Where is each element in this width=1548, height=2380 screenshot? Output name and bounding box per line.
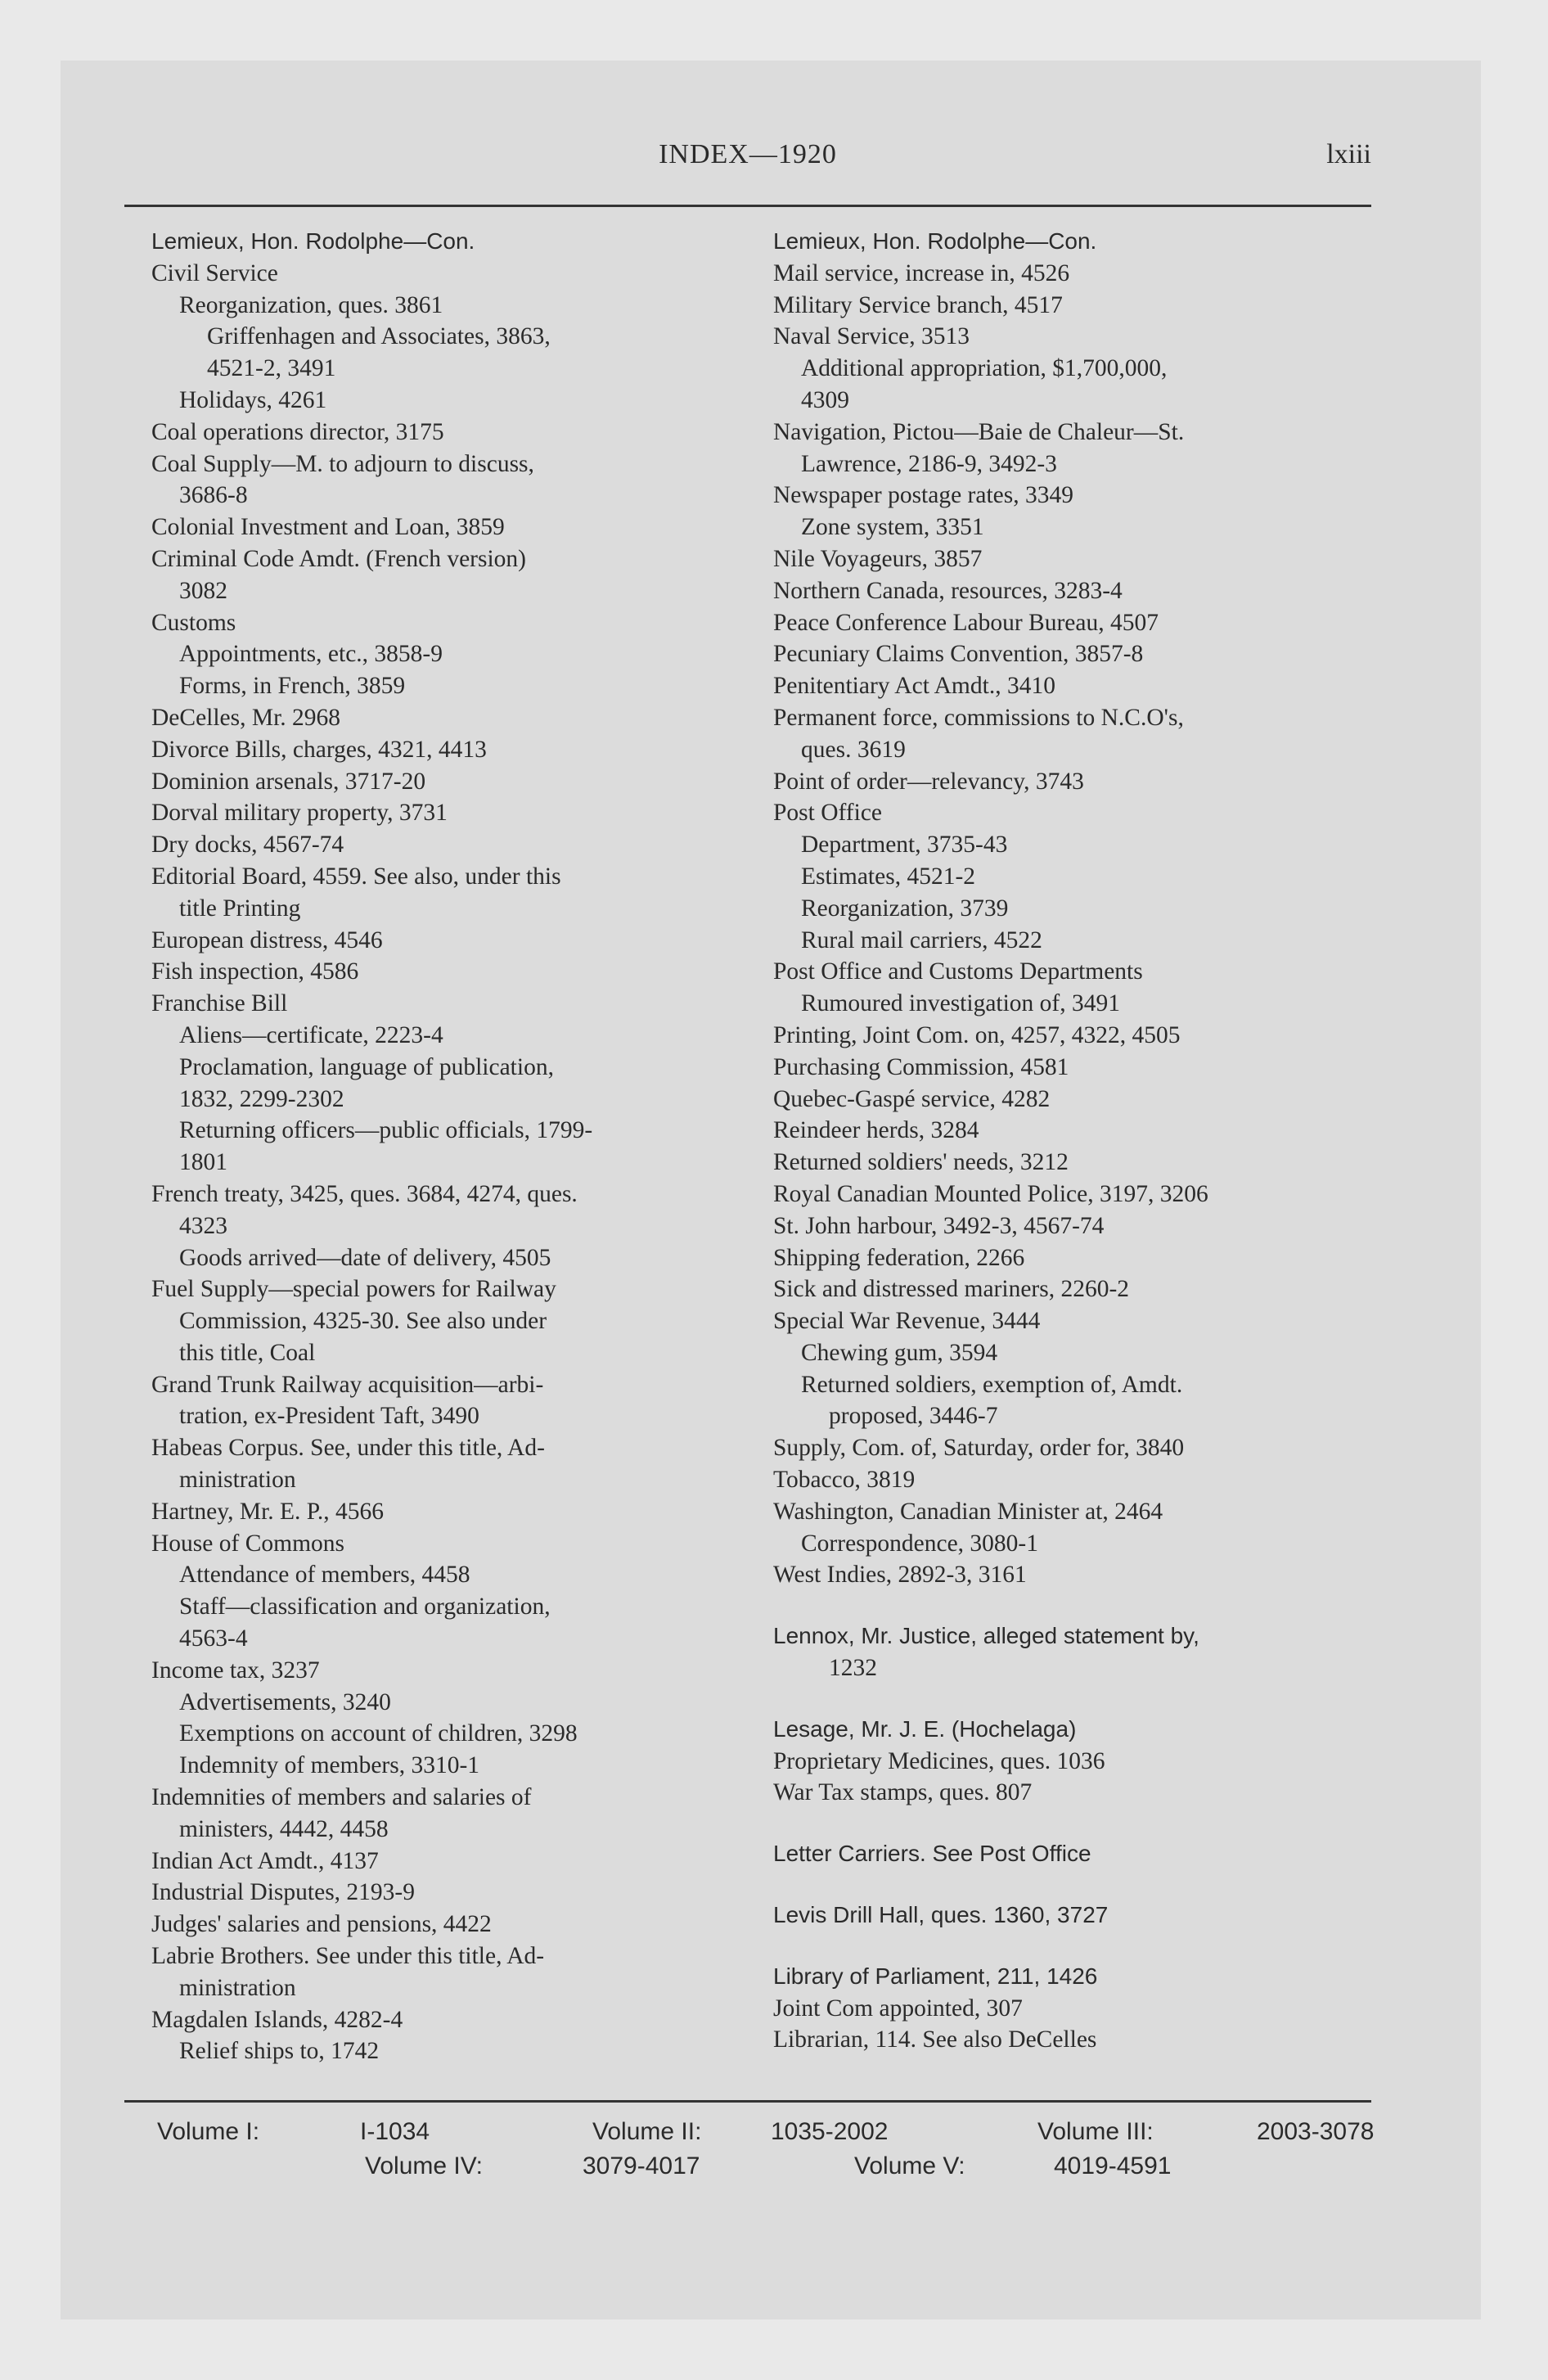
index-entry: Purchasing Commission, 4581: [773, 1053, 1069, 1080]
index-entry: Supply, Com. of, Saturday, order for, 3840: [773, 1435, 1185, 1462]
index-entry: Industrial Disputes, 2193-9: [151, 1879, 416, 1906]
index-heading: Levis Drill Hall, ques. 1360, 3727: [773, 1902, 1109, 1928]
index-entry: Military Service branch, 4517: [773, 291, 1063, 318]
index-entry: Commission, 4325-30. See also under: [179, 1308, 547, 1335]
index-entry: Joint Com appointed, 307: [773, 1995, 1023, 2022]
volume-5-label: Volume V:: [854, 2152, 965, 2179]
index-entry: 3686-8: [179, 482, 248, 509]
index-entry: Point of order—relevancy, 3743: [773, 768, 1084, 795]
index-entry: Rumoured investigation of, 3491: [801, 990, 1121, 1017]
index-entry: Griffenhagen and Associates, 3863,: [207, 323, 551, 350]
header-rule: [124, 205, 1371, 207]
index-entry: Colonial Investment and Loan, 3859: [151, 514, 505, 541]
index-entry: Fuel Supply—special powers for Railway: [151, 1276, 556, 1303]
footer-rule: [124, 2100, 1371, 2103]
running-title: INDEX—1920: [659, 139, 837, 169]
index-entry: ministers, 4442, 4458: [179, 1815, 389, 1842]
index-entry: Civil Service: [151, 259, 278, 286]
index-entry: Forms, in French, 3859: [179, 673, 406, 700]
index-entry: Aliens—certificate, 2223-4: [179, 1021, 443, 1048]
entry-spacer: [773, 1809, 1384, 1838]
volume-2-range: 1035-2002: [771, 2118, 889, 2145]
index-entry: Coal operations director, 3175: [151, 418, 444, 445]
index-entry: Exemptions on account of children, 3298: [179, 1720, 578, 1747]
index-entry: this title, Coal: [179, 1339, 316, 1366]
index-entry: Indemnities of members and salaries of: [151, 1784, 532, 1811]
index-entry: ministration: [179, 1467, 296, 1494]
index-entry: Nile Voyageurs, 3857: [773, 545, 983, 572]
page-header: [124, 139, 1371, 188]
index-entry: Additional appropriation, $1,700,000,: [801, 355, 1168, 382]
entry-spacer: [773, 1870, 1384, 1900]
index-entry: Naval Service, 3513: [773, 323, 970, 350]
index-entry: ques. 3619: [801, 736, 906, 763]
index-entry: Fish inspection, 4586: [151, 958, 359, 985]
index-entry: Department, 3735-43: [801, 832, 1008, 859]
index-heading: Lemieux, Hon. Rodolphe—Con.: [151, 228, 475, 254]
volume-4-range: 3079-4017: [583, 2152, 700, 2179]
index-entry: Hartney, Mr. E. P., 4566: [151, 1498, 385, 1525]
index-entry: Permanent force, commissions to N.C.O's,: [773, 704, 1184, 731]
index-entry: Labrie Brothers. See under this title, Ad-: [151, 1943, 545, 1970]
index-entry: Franchise Bill: [151, 990, 288, 1017]
index-entry: Income tax, 3237: [151, 1657, 320, 1684]
index-entry: Chewing gum, 3594: [801, 1339, 998, 1366]
entry-spacer: [773, 1684, 1384, 1714]
volume-1-range: I-1034: [360, 2118, 430, 2145]
index-entry: Rural mail carriers, 4522: [801, 926, 1042, 953]
index-entry: Goods arrived—date of delivery, 4505: [179, 1244, 551, 1271]
index-entry: St. John harbour, 3492-3, 4567-74: [773, 1212, 1105, 1239]
index-entry: tration, ex-President Taft, 3490: [179, 1403, 479, 1430]
volume-5-range: 4019-4591: [1054, 2152, 1172, 2179]
volume-key-footer: [124, 2112, 1375, 2193]
entry-spacer: [773, 1931, 1384, 1961]
index-entry: War Tax stamps, ques. 807: [773, 1779, 1033, 1806]
index-entry: 4521-2, 3491: [207, 355, 336, 382]
index-heading: Library of Parliament, 211, 1426: [773, 1963, 1098, 1989]
index-entry: 1232: [829, 1655, 877, 1682]
index-entry: Holidays, 4261: [179, 386, 327, 413]
volume-2-label: Volume II:: [592, 2118, 702, 2145]
index-entry: Reindeer herds, 3284: [773, 1117, 979, 1144]
index-entry: Post Office: [773, 800, 883, 827]
index-entry: Dominion arsenals, 3717-20: [151, 768, 426, 795]
index-entry: Staff—classification and organization,: [179, 1593, 551, 1620]
index-entry: Advertisements, 3240: [179, 1688, 391, 1715]
index-entry: 1801: [179, 1149, 227, 1176]
index-entry: Grand Trunk Railway acquisition—arbi-: [151, 1371, 544, 1398]
index-heading: Lemieux, Hon. Rodolphe—Con.: [773, 228, 1097, 254]
index-entry: Returning officers—public officials, 1799-: [179, 1117, 593, 1144]
index-entry: Reorganization, ques. 3861: [179, 291, 443, 318]
index-entry: Washington, Canadian Minister at, 2464: [773, 1498, 1163, 1525]
index-entry: 4563-4: [179, 1625, 248, 1652]
entry-spacer: [773, 1591, 1384, 1620]
index-entry: Divorce Bills, charges, 4321, 4413: [151, 736, 487, 763]
index-entry: Royal Canadian Mounted Police, 3197, 3206: [773, 1180, 1208, 1207]
index-entry: ministration: [179, 1974, 296, 2001]
index-entry: Dry docks, 4567-74: [151, 832, 344, 859]
index-entry: Returned soldiers, exemption of, Amdt.: [801, 1371, 1183, 1398]
index-entry: Judges' salaries and pensions, 4422: [151, 1911, 492, 1938]
index-entry: Librarian, 114. See also DeCelles: [773, 2026, 1097, 2053]
index-entry: 4323: [179, 1212, 227, 1239]
index-entry: Returned soldiers' needs, 3212: [773, 1149, 1069, 1176]
index-entry: Indemnity of members, 3310-1: [179, 1752, 480, 1779]
index-entry: House of Commons: [151, 1530, 344, 1557]
index-entry: Pecuniary Claims Convention, 3857-8: [773, 641, 1144, 668]
index-entry: Lawrence, 2186-9, 3492-3: [801, 450, 1057, 477]
index-entry: Shipping federation, 2266: [773, 1244, 1025, 1271]
index-entry: Editorial Board, 4559. See also, under this: [151, 863, 561, 890]
index-entry: European distress, 4546: [151, 926, 383, 953]
index-entry: Magdalen Islands, 4282-4: [151, 2006, 403, 2033]
index-entry: Northern Canada, resources, 3283-4: [773, 577, 1123, 604]
index-entry: French treaty, 3425, ques. 3684, 4274, ques.: [151, 1180, 578, 1207]
index-entry: Post Office and Customs Departments: [773, 958, 1143, 985]
volume-3-label: Volume III:: [1037, 2118, 1154, 2145]
index-entry: 4309: [801, 386, 849, 413]
index-entry: Penitentiary Act Amdt., 3410: [773, 673, 1055, 700]
index-entry: Sick and distressed mariners, 2260-2: [773, 1276, 1130, 1303]
index-entry: Dorval military property, 3731: [151, 800, 448, 827]
index-entry: proposed, 3446-7: [829, 1403, 998, 1430]
index-entry: Quebec-Gaspé service, 4282: [773, 1085, 1051, 1112]
index-heading: Lesage, Mr. J. E. (Hochelaga): [773, 1715, 1077, 1742]
index-entry: Tobacco, 3819: [773, 1467, 916, 1494]
index-entry: Attendance of members, 4458: [179, 1562, 470, 1589]
index-entry: Correspondence, 3080-1: [801, 1530, 1039, 1557]
volume-3-range: 2003-3078: [1257, 2118, 1375, 2145]
index-entry: Navigation, Pictou—Baie de Chaleur—St.: [773, 418, 1185, 445]
index-entry: Printing, Joint Com. on, 4257, 4322, 4505: [773, 1021, 1181, 1048]
index-entry: 1832, 2299-2302: [179, 1085, 344, 1112]
index-entry: title Printing: [179, 895, 301, 922]
index-entry: Habeas Corpus. See, under this title, Ad-: [151, 1435, 545, 1462]
index-entry: Special War Revenue, 3444: [773, 1308, 1041, 1335]
index-column-left: [151, 226, 740, 2067]
index-entry: Peace Conference Labour Bureau, 4507: [773, 609, 1159, 636]
index-entry: Criminal Code Amdt. (French version): [151, 545, 526, 572]
index-entry: DeCelles, Mr. 2968: [151, 704, 341, 731]
index-entry: Proprietary Medicines, ques. 1036: [773, 1747, 1105, 1774]
index-entry: Coal Supply—M. to adjourn to discuss,: [151, 450, 534, 477]
index-column-right: [773, 226, 1384, 2056]
index-heading: Letter Carriers. See Post Office: [773, 1841, 1091, 1867]
index-entry: Estimates, 4521-2: [801, 863, 976, 890]
index-entry: Zone system, 3351: [801, 514, 984, 541]
index-entry: Relief ships to, 1742: [179, 2038, 380, 2065]
volume-4-label: Volume IV:: [365, 2152, 483, 2179]
index-entry: Mail service, increase in, 4526: [773, 259, 1070, 286]
index-entry: Reorganization, 3739: [801, 895, 1009, 922]
index-entry: Proclamation, language of publication,: [179, 1053, 554, 1080]
index-entry: Newspaper postage rates, 3349: [773, 482, 1073, 509]
index-entry: Indian Act Amdt., 4137: [151, 1847, 379, 1874]
index-entry: Customs: [151, 609, 236, 636]
index-heading: Lennox, Mr. Justice, alleged statement by,: [773, 1623, 1199, 1649]
index-entry: West Indies, 2892-3, 3161: [773, 1562, 1027, 1589]
volume-1-label: Volume I:: [157, 2118, 260, 2145]
index-entry: 3082: [179, 577, 227, 604]
page-number: lxiii: [1326, 139, 1371, 169]
index-entry: Appointments, etc., 3858-9: [179, 641, 443, 668]
